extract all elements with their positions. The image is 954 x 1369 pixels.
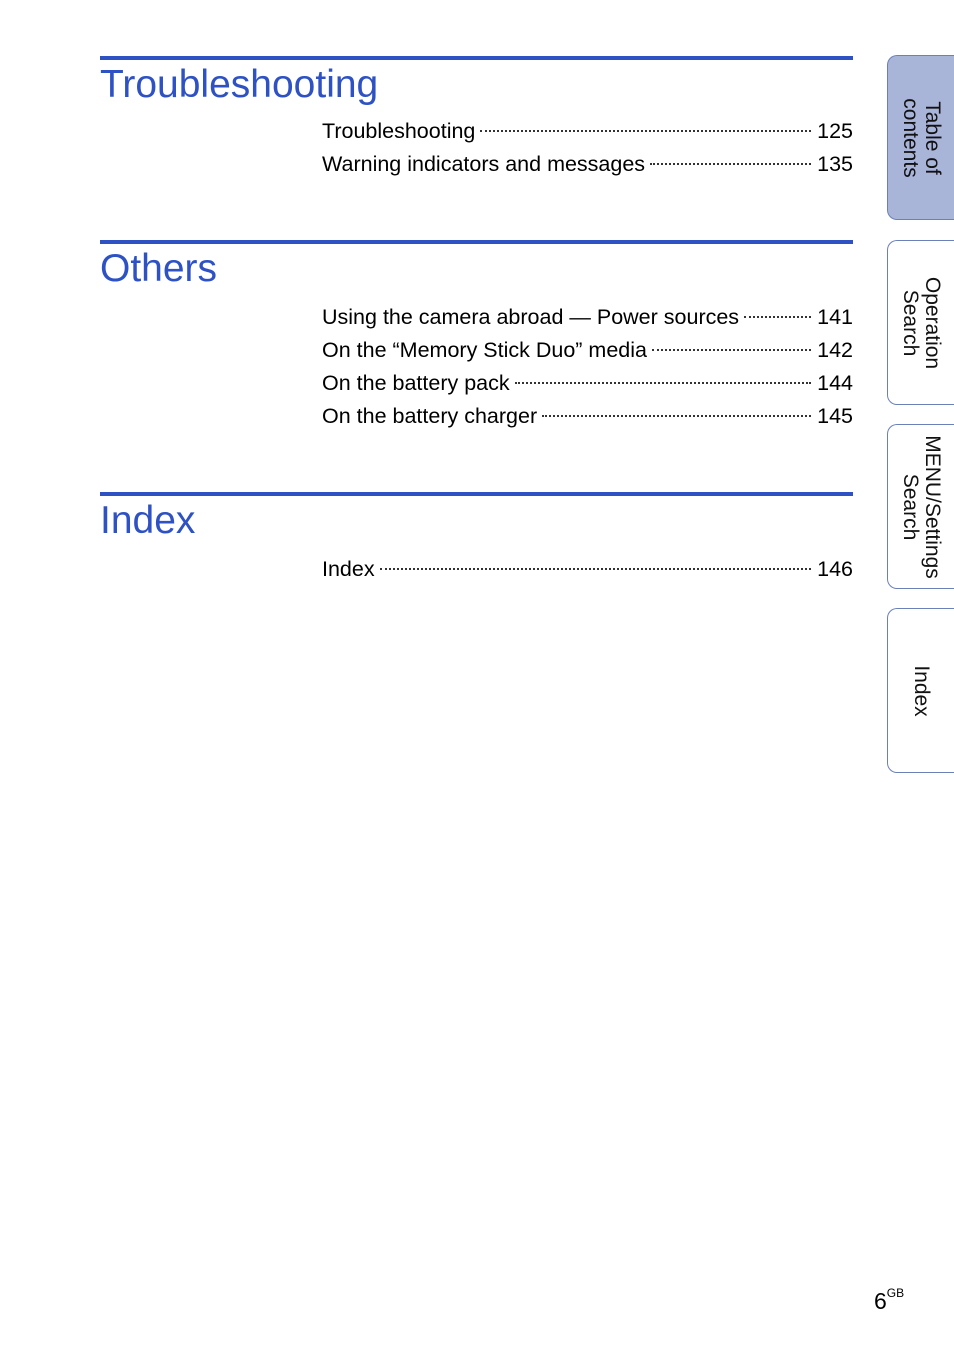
section-others (100, 240, 853, 428)
dot-leader (515, 382, 811, 384)
toc-entry-page: 145 (817, 404, 853, 428)
tab-menu-settings-search[interactable] (887, 424, 954, 589)
page-number-value: 6 (874, 1288, 887, 1314)
section-title: Index (100, 499, 196, 542)
tab-label: Operation Search (899, 276, 944, 369)
toc-entry-label: Warning indicators and messages (322, 152, 646, 176)
tab-label: MENU/Settings Search (899, 434, 944, 579)
toc-entry-label: Index (322, 557, 375, 581)
toc-entry-page: 125 (817, 119, 853, 143)
dot-leader (380, 568, 812, 570)
section-index (100, 492, 853, 581)
tab-label: Table of contents (899, 97, 944, 178)
section-troubleshooting (100, 56, 853, 176)
toc-entry-memory-stick[interactable] (322, 334, 853, 367)
tab-label: Index (910, 664, 933, 717)
toc-entry-label: Troubleshooting (322, 119, 476, 143)
page-number-suffix: GB (886, 1286, 905, 1301)
page-number (874, 1288, 904, 1315)
tab-operation-search[interactable] (887, 240, 954, 405)
toc-entry-label: On the battery charger (322, 404, 538, 428)
dot-leader (652, 349, 811, 351)
section-title: Troubleshooting (100, 63, 379, 106)
toc-entry-camera-abroad[interactable] (322, 301, 853, 334)
toc-entry-warning-indicators[interactable] (322, 148, 853, 181)
dot-leader (542, 415, 811, 417)
toc-entry-page: 141 (817, 305, 853, 329)
toc-entry-battery-pack[interactable] (322, 367, 853, 400)
section-title: Others (100, 247, 218, 290)
toc-entry-label: On the battery pack (322, 371, 510, 395)
toc-list (322, 553, 853, 586)
toc-entry-troubleshooting[interactable] (322, 115, 853, 148)
toc-entry-label: Using the camera abroad — Power sources (322, 305, 740, 329)
toc-entry-page: 142 (817, 338, 853, 362)
toc-entry-page: 146 (817, 557, 853, 581)
toc-entry-battery-charger[interactable] (322, 400, 853, 433)
toc-entry-label: On the “Memory Stick Duo” media (322, 338, 647, 362)
toc-entry-page: 135 (817, 152, 853, 176)
tab-table-of-contents[interactable] (887, 55, 954, 220)
toc-entry-page: 144 (817, 371, 853, 395)
toc-list (322, 115, 853, 181)
toc-list (322, 301, 853, 433)
toc-entry-index[interactable] (322, 553, 853, 586)
dot-leader (650, 163, 811, 165)
dot-leader (480, 130, 811, 132)
dot-leader (744, 316, 811, 318)
tab-index[interactable] (887, 608, 954, 773)
